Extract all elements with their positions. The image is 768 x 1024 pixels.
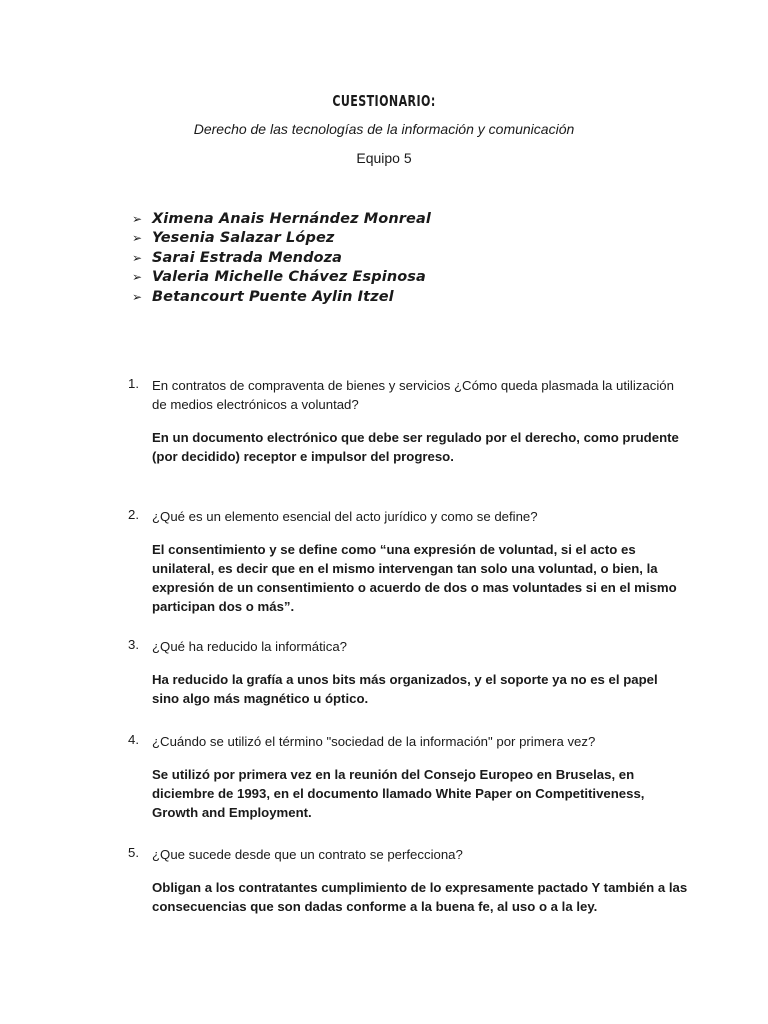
answer-text: En un documento electrónico que debe ser regulado por el derecho, como prudente (por decidido) receptor e impulsor del progreso.	[152, 430, 679, 464]
question-text: ¿Qué es un elemento esencial del acto jurídico y como se define?	[152, 509, 538, 524]
member-item	[132, 210, 431, 229]
answer-text: Obligan a los contratantes cumplimiento de lo expresamente pactado Y también a las consecuencias que son dadas conforme a la buena fe, al uso o a la ley.	[152, 880, 688, 914]
question-number: 3.	[128, 637, 139, 652]
member-name: Sarai Estrada Mendoza	[152, 249, 343, 266]
member-name: Ximena Anais Hernández Monreal	[152, 211, 431, 227]
arrowhead-bullet-icon: ➢	[132, 212, 143, 226]
member-item	[132, 229, 431, 248]
question-text: ¿Cuándo se utilizó el término "sociedad de la información" por primera vez?	[152, 734, 596, 749]
question-text: ¿Qué ha reducido la informática?	[152, 639, 347, 654]
question-text: En contratos de compraventa de bienes y servicios ¿Cómo queda plasmada la utilización de medios electrónicos a voluntad?	[152, 378, 674, 412]
answer-text: El consentimiento y se define como “una expresión de voluntad, si el acto es unilateral, es decir que en el mismo intervengan tan solo una voluntad, o bien, la expresión de un consentimiento o acuerdo de dos o mas voluntades si en el mismo participan dos o más”.	[152, 542, 677, 614]
team-label: Equipo 5	[356, 150, 412, 166]
question-block	[128, 637, 688, 708]
member-item	[132, 288, 431, 307]
member-list	[132, 210, 431, 307]
member-name: Yesenia Salazar López	[152, 230, 335, 247]
question-number: 1.	[128, 376, 139, 391]
answer-text: Se utilizó por primera vez en la reunión del Consejo Europeo en Bruselas, en diciembre de 1993, en el documento llamado White Paper on Competitiveness, Growth and Employment.	[152, 767, 645, 820]
document-title: CUESTIONARIO:	[332, 92, 436, 110]
member-name: Valeria Michelle Chávez Espinosa	[152, 269, 426, 286]
question-text: ¿Que sucede desde que un contrato se perfecciona?	[152, 847, 463, 862]
question-number: 4.	[128, 732, 139, 747]
question-block	[128, 845, 688, 916]
arrowhead-bullet-icon: ➢	[132, 289, 143, 304]
question-number: 5.	[128, 845, 139, 860]
question-block	[128, 376, 688, 466]
question-block	[128, 732, 688, 822]
member-item	[132, 249, 431, 268]
arrowhead-bullet-icon: ➢	[132, 231, 143, 246]
arrowhead-bullet-icon: ➢	[132, 270, 143, 285]
question-number: 2.	[128, 507, 139, 522]
question-block	[128, 507, 688, 616]
document-subtitle: Derecho de las tecnologías de la información y comunicación	[193, 121, 575, 137]
answer-text: Ha reducido la grafía a unos bits más organizados, y el soporte ya no es el papel sino algo más magnético u óptico.	[152, 672, 658, 706]
member-name: Betancourt Puente Aylin Itzel	[152, 288, 394, 305]
member-item	[132, 268, 431, 287]
arrowhead-bullet-icon: ➢	[132, 250, 143, 265]
